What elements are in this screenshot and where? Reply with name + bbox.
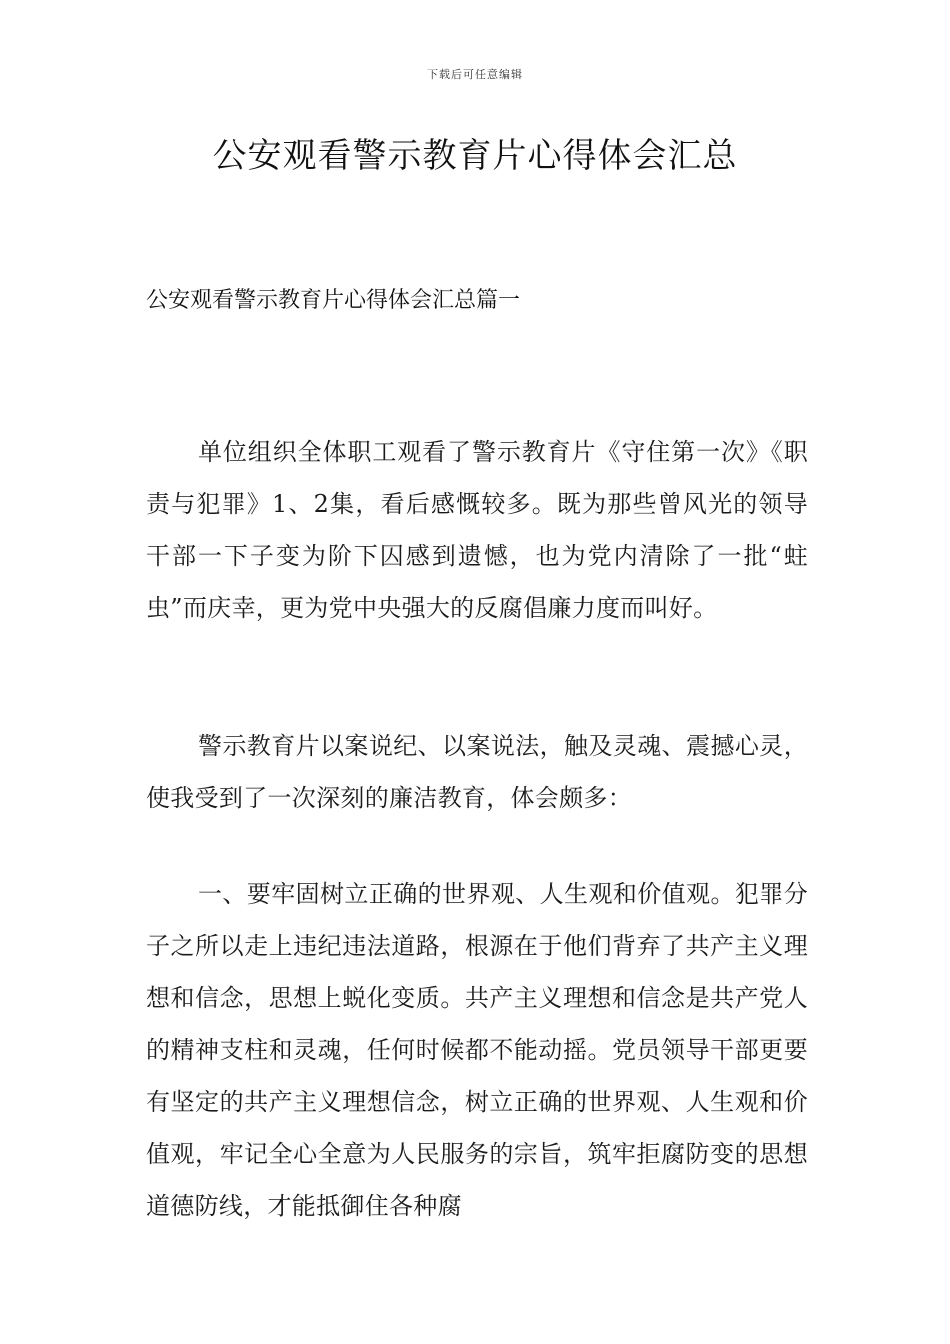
section-heading: 公安观看警示教育片心得体会汇总篇一 xyxy=(146,288,521,313)
body-paragraph: 单位组织全体职工观看了警示教育片《守住第一次》《职责与犯罪》1、2集，看后感慨较多。既为那些曾风光的领导干部一下子变为阶下囚感到遗憾，也为党内清除了一批“蛀虫”而庆幸，更为党中央强大的反腐倡廉力度而叫好。 xyxy=(146,438,808,622)
document-title: 公安观看警示教育片心得体会汇总 xyxy=(212,136,738,176)
header-note: 下载后可任意编辑 xyxy=(427,68,523,81)
body-paragraph: 一、要牢固树立正确的世界观、人生观和价值观。犯罪分子之所以走上违纪违法道路，根源在于他们背弃了共产主义理想和信念，思想上蜕化变质。共产主义理想和信念是共产党人的精神支柱和灵魂，任何时候都不能动摇。党员领导干部更要有坚定的共产主义理想信念，树立正确的世界观、人生观和价值观，牢记全心全意为人民服务的宗旨，筑牢拒腐防变的思想道德防线，才能抵御住各种腐 xyxy=(146,880,808,1220)
body-paragraph: 警示教育片以案说纪、以案说法，触及灵魂、震撼心灵，使我受到了一次深刻的廉洁教育，体会颇多： xyxy=(146,732,808,812)
